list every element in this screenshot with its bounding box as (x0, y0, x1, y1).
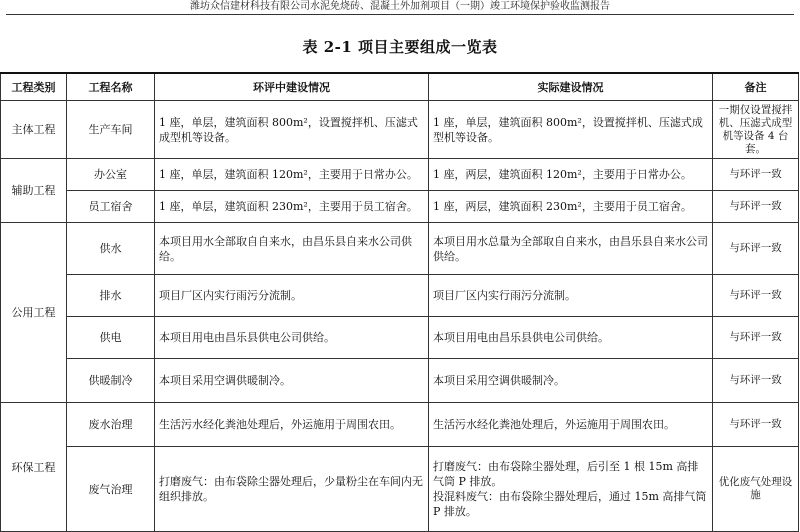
table-row (1, 101, 799, 159)
project-name-cell: 排水 (67, 275, 155, 317)
eia-cell: 本项目用电由昌乐县供电公司供给。 (155, 317, 429, 359)
eia-cell: 打磨废气：由布袋除尘器处理后，少量粉尘在车间内无组织排放。 (155, 447, 429, 532)
actual-line: 打磨废气：由布袋除尘器处理，后引至 1 根 15m 高排气筒 P 排放。 (433, 460, 699, 488)
table-header-row (1, 73, 799, 101)
col-header-note: 备注 (713, 73, 799, 101)
actual-line: 投混料废气：由布袋除尘器处理后，通过 15m 高排气筒 P 排放。 (433, 490, 707, 518)
col-header-name: 工程名称 (67, 73, 155, 101)
category-cell: 环保工程 (1, 403, 67, 532)
project-name-cell: 员工宿舍 (67, 191, 155, 223)
category-cell: 主体工程 (1, 101, 67, 159)
col-header-category: 工程类别 (1, 73, 67, 101)
table-row (1, 447, 799, 532)
project-name-cell: 废气治理 (67, 447, 155, 532)
col-header-eia: 环评中建设情况 (155, 73, 429, 101)
actual-cell (429, 447, 713, 532)
eia-cell: 本项目用水全部取自自来水，由昌乐县自来水公司供给。 (155, 223, 429, 275)
note-cell: 优化废气处理设施 (713, 447, 799, 532)
table-row (1, 275, 799, 317)
note-cell: 与环评一致 (713, 191, 799, 223)
running-header: 潍坊众信建材科技有限公司水泥免烧砖、混凝土外加剂项目（一期）竣工环境保护验收监测报告 (190, 1, 610, 12)
actual-cell: 1 座，两层，建筑面积 230m²，主要用于员工宿舍。 (429, 191, 713, 223)
eia-cell: 1 座，单层，建筑面积 800m²，设置搅拌机、压滤式成型机等设备。 (155, 101, 429, 159)
note-cell: 与环评一致 (713, 159, 799, 191)
actual-cell: 项目厂区内实行雨污分流制。 (429, 275, 713, 317)
eia-cell: 本项目采用空调供暖制冷。 (155, 359, 429, 403)
table-row (1, 359, 799, 403)
note-cell: 与环评一致 (713, 359, 799, 403)
project-name-cell: 废水治理 (67, 403, 155, 447)
eia-cell: 1 座，单层，建筑面积 230m²，主要用于员工宿舍。 (155, 191, 429, 223)
table-row (1, 317, 799, 359)
actual-cell: 1 座，单层，建筑面积 800m²，设置搅拌机、压滤式成型机等设备。 (429, 101, 713, 159)
table-row (1, 223, 799, 275)
eia-cell: 生活污水经化粪池处理后，外运施用于周围农田。 (155, 403, 429, 447)
actual-cell: 本项目用水总量为全部取自自来水，由昌乐县自来水公司供给。 (429, 223, 713, 275)
note-cell: 与环评一致 (713, 403, 799, 447)
project-name-cell: 供水 (67, 223, 155, 275)
table-title: 表 2-1 项目主要组成一览表 (302, 38, 498, 56)
col-header-actual: 实际建设情况 (429, 73, 713, 101)
eia-cell: 1 座，单层，建筑面积 120m²，主要用于日常办公。 (155, 159, 429, 191)
table-row (1, 159, 799, 191)
note-cell: 一期仅设置搅拌机、压滤式成型机等设备 4 台套。 (713, 101, 799, 159)
project-name-cell: 生产车间 (67, 101, 155, 159)
category-cell: 公用工程 (1, 223, 67, 403)
category-cell: 辅助工程 (1, 159, 67, 223)
project-name-cell: 供电 (67, 317, 155, 359)
note-cell: 与环评一致 (713, 317, 799, 359)
table-row (1, 403, 799, 447)
note-cell: 与环评一致 (713, 223, 799, 275)
note-cell: 与环评一致 (713, 275, 799, 317)
project-name-cell: 供暖制冷 (67, 359, 155, 403)
actual-cell: 本项目用电由昌乐县供电公司供给。 (429, 317, 713, 359)
table-row (1, 191, 799, 223)
eia-cell: 项目厂区内实行雨污分流制。 (155, 275, 429, 317)
actual-cell: 1 座，两层，建筑面积 120m²，主要用于日常办公。 (429, 159, 713, 191)
actual-cell: 生活污水经化粪池处理后，外运施用于周围农田。 (429, 403, 713, 447)
actual-cell: 本项目采用空调供暖制冷。 (429, 359, 713, 403)
header-rule (6, 14, 794, 15)
project-composition-table (0, 72, 799, 532)
project-name-cell: 办公室 (67, 159, 155, 191)
